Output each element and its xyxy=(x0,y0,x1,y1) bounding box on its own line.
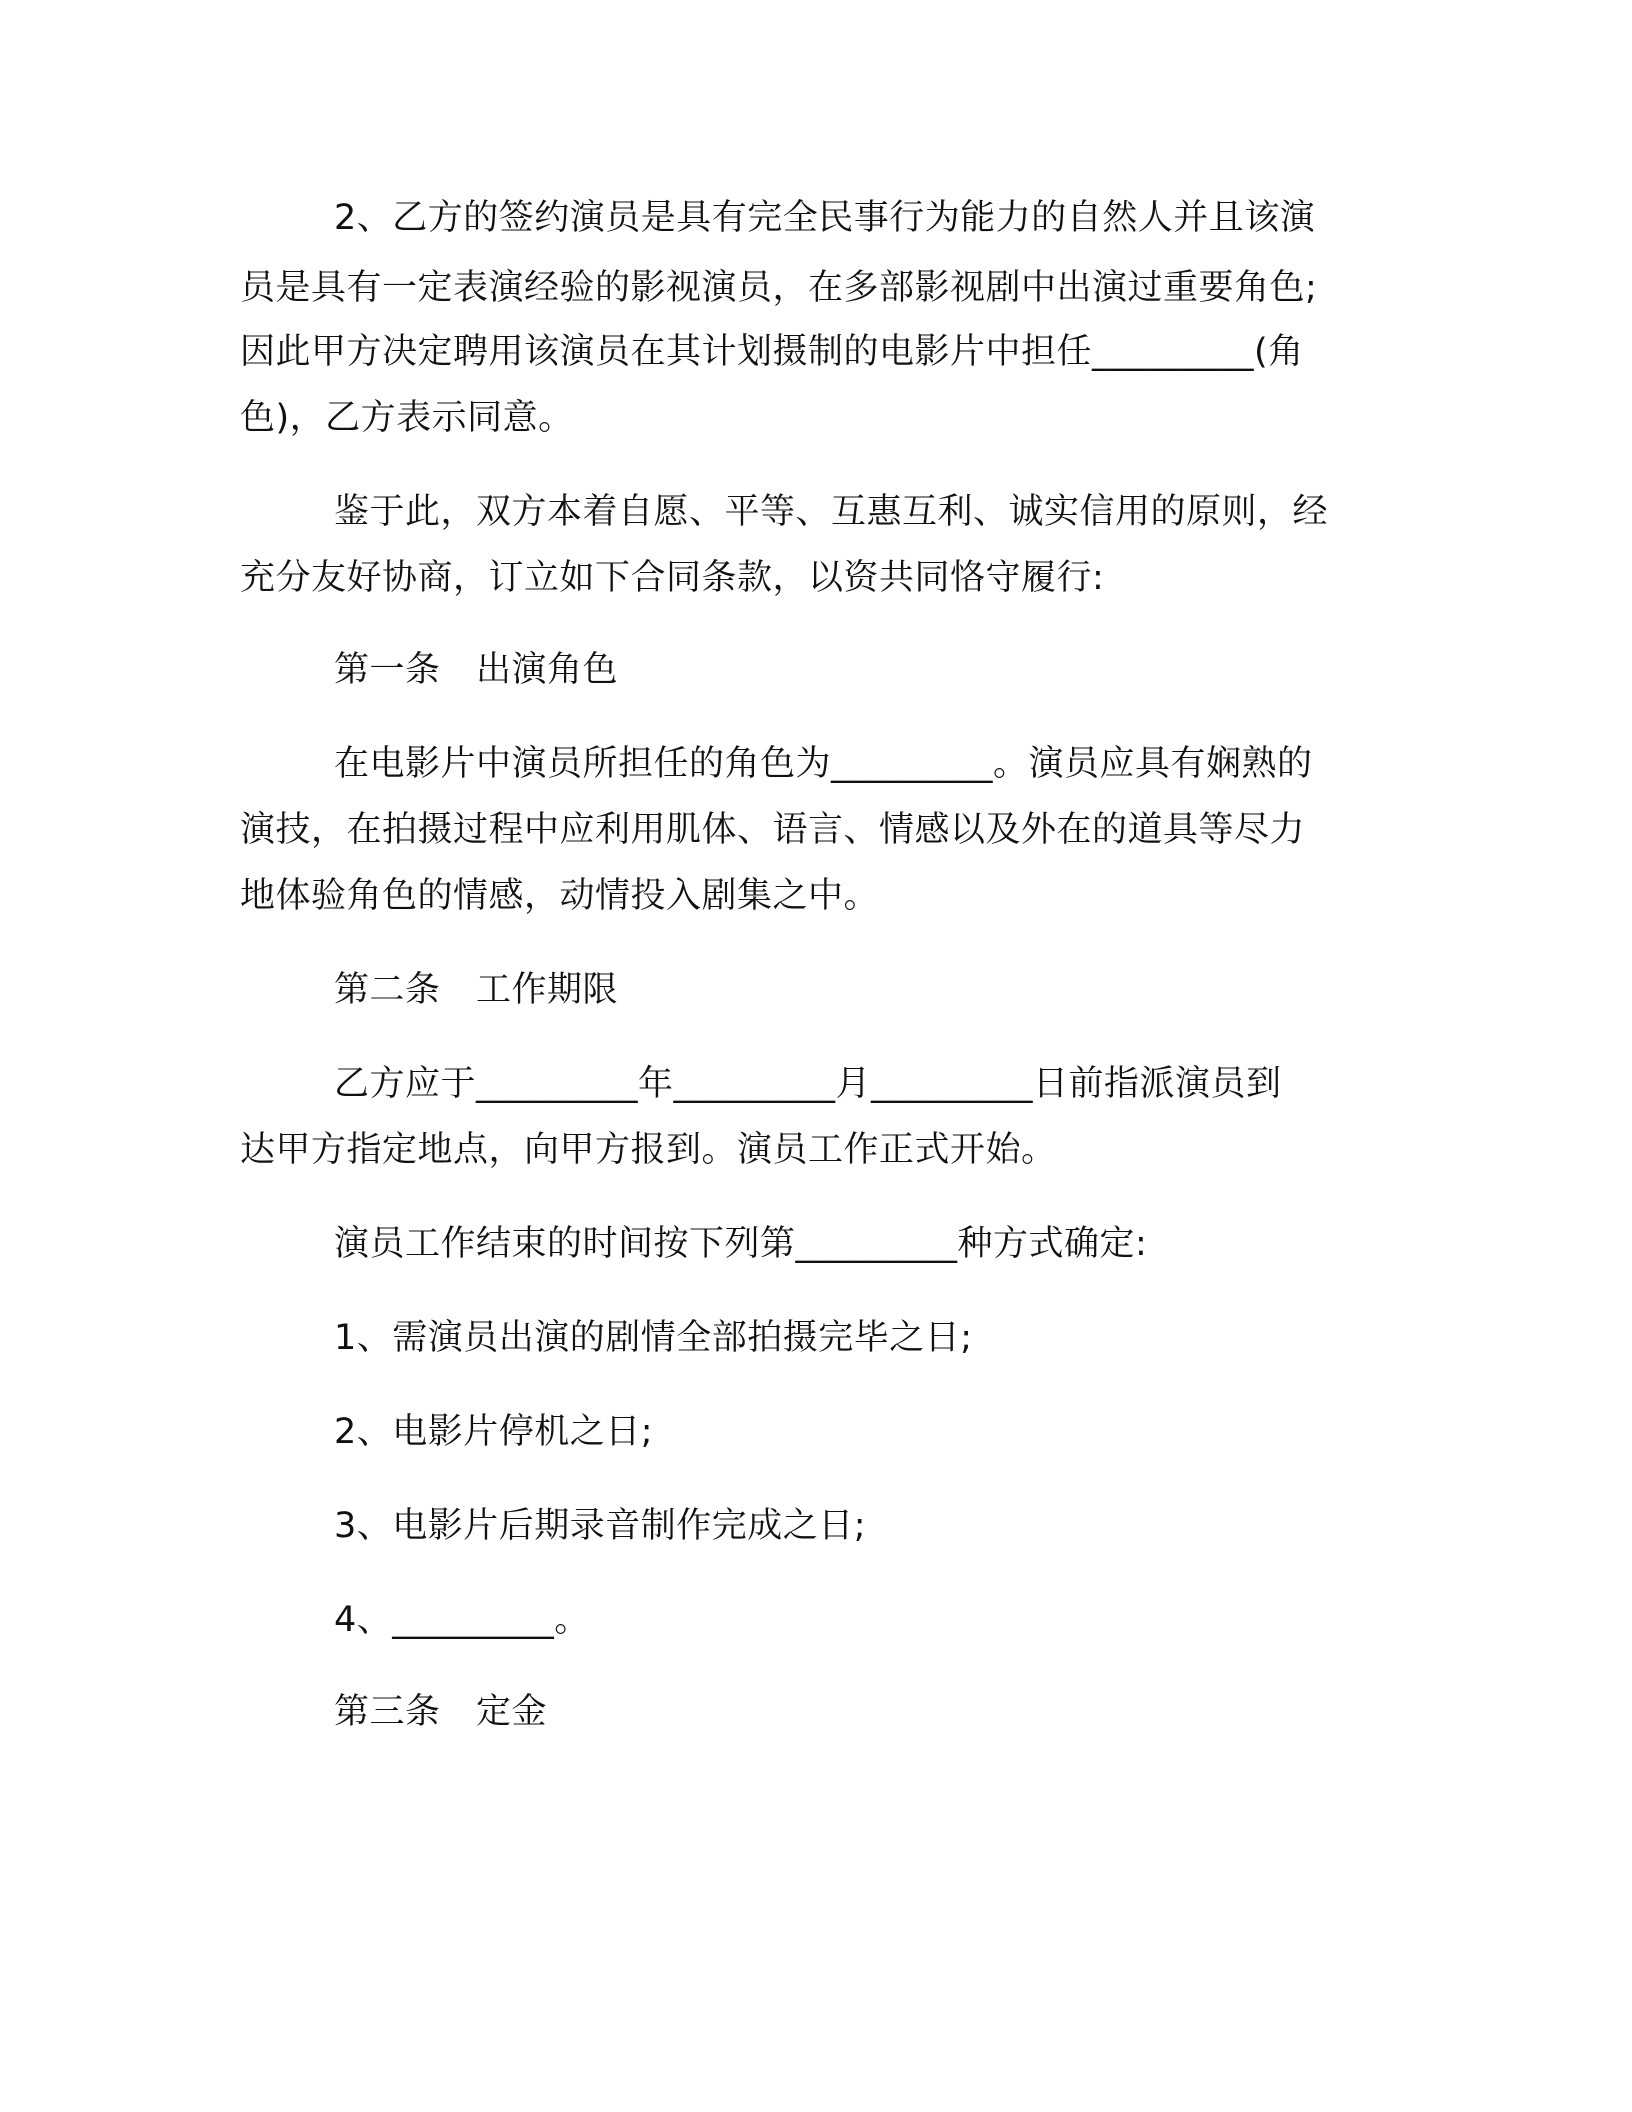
role-blank: _________ xyxy=(1092,332,1255,372)
option-4-prefix: 4、 xyxy=(334,1600,393,1640)
article1-line1-tail: 。演员应具有娴熟的 xyxy=(993,744,1313,784)
para1-line3 xyxy=(240,330,1304,374)
para2-line2: 充分友好协商，订立如下合同条款，以资共同恪守履行: xyxy=(240,558,1105,598)
article2-line2: 达甲方指定地点，向甲方报到。演员工作正式开始。 xyxy=(240,1130,1057,1170)
para1-line1: 2、乙方的签约演员是具有完全民事行为能力的自然人并且该演 xyxy=(334,198,1316,238)
option-2: 2、电影片停机之日; xyxy=(334,1412,654,1452)
day-label: 日前指派演员到 xyxy=(1033,1064,1282,1104)
method-blank: _________ xyxy=(795,1224,958,1264)
article1-line3: 地体验角色的情感，动情投入剧集之中。 xyxy=(240,876,880,916)
para1-line2: 员是具有一定表演经验的影视演员，在多部影视剧中出演过重要角色; xyxy=(240,268,1318,308)
para1-line3-text: 因此甲方决定聘用该演员在其计划摄制的电影片中担任 xyxy=(240,332,1093,372)
character-blank: _________ xyxy=(831,744,994,784)
day-blank: _________ xyxy=(871,1064,1034,1104)
option-4-blank: _________ xyxy=(392,1600,555,1640)
option-1: 1、需演员出演的剧情全部拍摄完毕之日; xyxy=(334,1318,973,1358)
year-label: 年 xyxy=(638,1064,674,1104)
end-method-text: 演员工作结束的时间按下列第 xyxy=(334,1224,796,1264)
article1-line2: 演技，在拍摄过程中应利用肌体、语言、情感以及外在的道具等尽力 xyxy=(240,810,1306,850)
article3-heading: 第三条 定金 xyxy=(334,1692,548,1732)
para1-line4: 色)，乙方表示同意。 xyxy=(240,398,574,438)
option-4-suffix: 。 xyxy=(554,1600,590,1640)
option-3: 3、电影片后期录音制作完成之日; xyxy=(334,1506,867,1546)
article2-line1-text: 乙方应于 xyxy=(334,1064,477,1104)
year-blank: _________ xyxy=(476,1064,639,1104)
article2-line1 xyxy=(334,1062,1282,1106)
month-blank: _________ xyxy=(673,1064,836,1104)
article2-end-method xyxy=(334,1222,1147,1266)
para1-line3-tail: (角 xyxy=(1254,332,1304,372)
end-method-tail: 种方式确定: xyxy=(957,1224,1148,1264)
article2-heading: 第二条 工作期限 xyxy=(334,970,619,1010)
article1-heading: 第一条 出演角色 xyxy=(334,650,619,690)
para2-line1: 鉴于此，双方本着自愿、平等、互惠互利、诚实信用的原则，经 xyxy=(334,492,1329,532)
article1-line1-text: 在电影片中演员所担任的角色为 xyxy=(334,744,832,784)
month-label: 月 xyxy=(835,1064,872,1104)
option-4 xyxy=(334,1598,590,1642)
article1-line1 xyxy=(334,742,1313,786)
